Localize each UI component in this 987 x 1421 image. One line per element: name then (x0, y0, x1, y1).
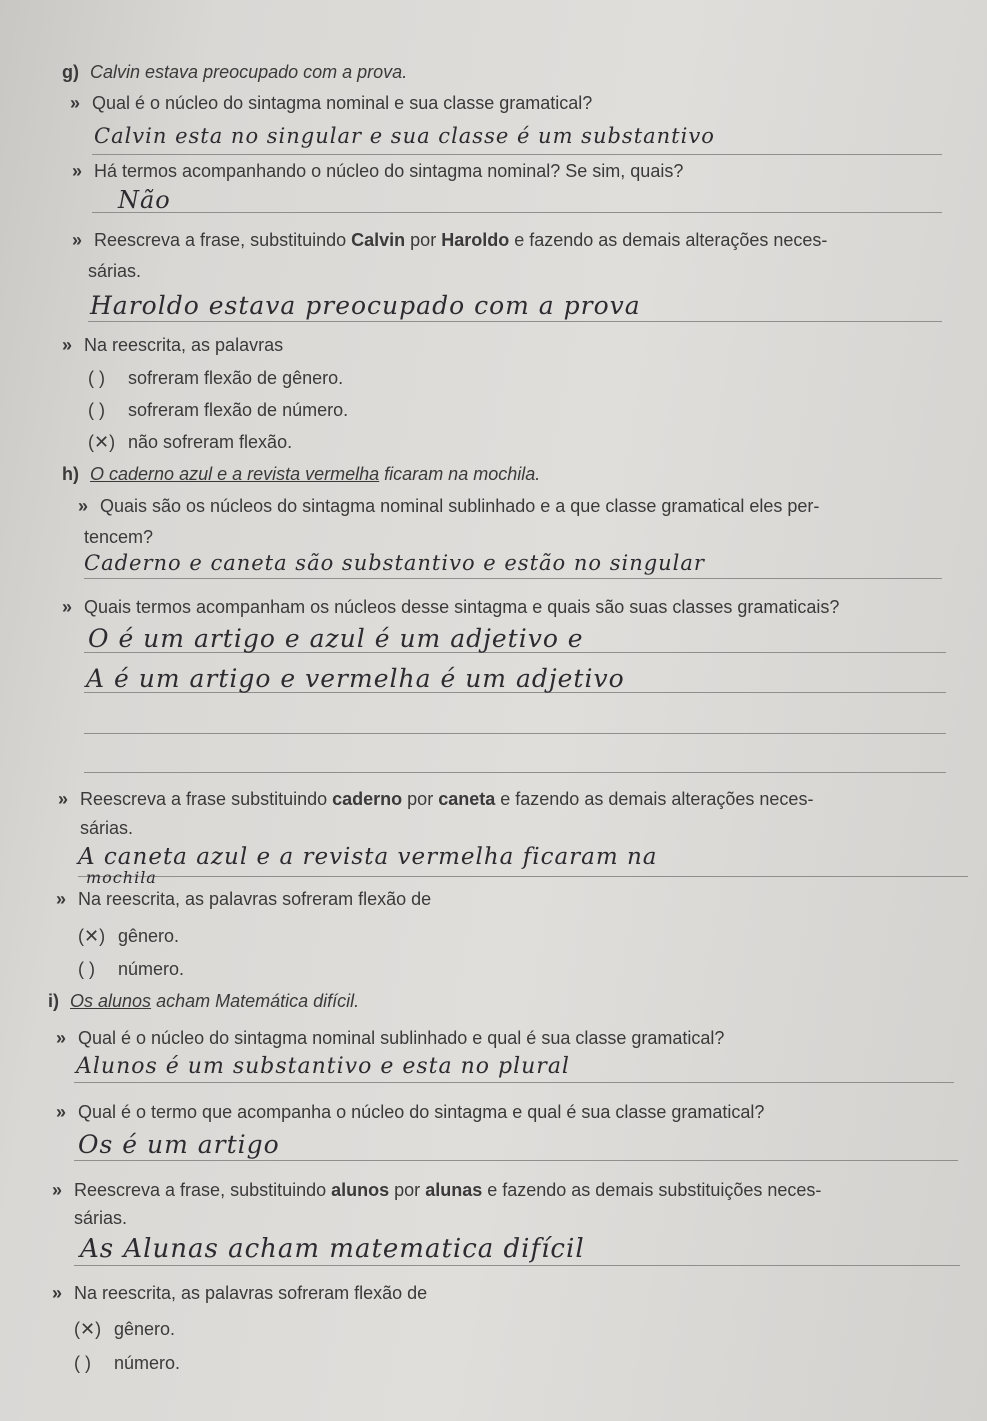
i-answer-1: Alunos é um substantivo e esta no plural (76, 1054, 570, 1079)
i-question-3-cont: sárias. (74, 1208, 128, 1228)
g-answer-3: Haroldo estava preocupado com a prova (90, 291, 641, 320)
h-option-1: (✕) gênero. (78, 926, 180, 946)
i-option-2: ( ) número. (74, 1353, 181, 1373)
checkbox-empty: ( ) (88, 368, 105, 388)
section-h-heading: h) O caderno azul e a revista vermelha ficaram na mochila. (62, 464, 541, 484)
section-i-underlined: Os alunos (70, 991, 152, 1011)
answer-line (84, 578, 942, 579)
h-answer-3: A caneta azul e a revista vermelha ficaram na (78, 844, 658, 870)
section-g-heading (62, 62, 407, 83)
h-question-2: » Quais termos acompanham os núcleos desse sintagma e quais são suas classes gramaticais? (62, 597, 840, 617)
section-i-marker: i) (48, 991, 59, 1011)
bullet-icon: » (72, 161, 83, 181)
answer-line (78, 876, 968, 877)
g-answer-1: Calvin esta no singular e sua classe é um substantivo (94, 124, 715, 148)
checkbox-marked: (✕) (74, 1319, 102, 1339)
answer-line (74, 1082, 954, 1083)
g-option-2: ( ) sofreram flexão de número. (88, 400, 349, 420)
bullet-icon: » (62, 597, 73, 617)
h-question-4: » Na reescrita, as palavras sofreram flexão de (56, 889, 432, 909)
bullet-icon: » (72, 230, 83, 250)
section-h-underlined: O caderno azul e a revista vermelha (90, 464, 380, 484)
section-h-marker: h) (62, 464, 79, 484)
h-question-1: » Quais são os núcleos do sintagma nominal sublinhado e a que classe gramatical eles per- (78, 496, 820, 516)
answer-line (74, 1160, 958, 1161)
checkbox-marked: (✕) (88, 432, 116, 452)
i-question-3: » Reescreva a frase, substituindo alunos por alunas e fazendo as demais substituições neces- (52, 1180, 822, 1200)
i-question-4: » Na reescrita, as palavras sofreram flexão de (52, 1283, 428, 1303)
i-question-1: » Qual é o núcleo do sintagma nominal sublinhado e qual é sua classe gramatical? (56, 1028, 725, 1048)
h-question-3: » Reescreva a frase substituindo caderno por caneta e fazendo as demais alterações neces- (58, 789, 814, 809)
h-option-2: ( ) número. (78, 959, 185, 979)
g-question-1: » Qual é o núcleo do sintagma nominal e sua classe gramatical? (70, 93, 593, 113)
checkbox-empty: ( ) (88, 400, 105, 420)
bullet-icon: » (56, 1102, 67, 1122)
section-g-marker: g) (62, 62, 79, 82)
h-question-1-cont: tencem? (84, 527, 154, 547)
bullet-icon: » (52, 1180, 63, 1200)
h-answer-2-line-2: A é um artigo e vermelha é um adjetivo (86, 664, 625, 693)
bullet-icon: » (56, 1028, 67, 1048)
section-i-heading: i) Os alunos acham Matemática difícil. (48, 991, 360, 1011)
i-answer-2: Os é um artigo (78, 1130, 280, 1159)
g-option-1: ( ) sofreram flexão de gênero. (88, 368, 344, 388)
h-answer-1: Caderno e caneta são substantivo e estão no singular (84, 551, 705, 575)
checkbox-empty: ( ) (78, 959, 95, 979)
h-question-3-cont: sárias. (80, 818, 134, 838)
answer-line (92, 154, 942, 155)
g-question-3-cont: sárias. (88, 261, 142, 281)
g-answer-2: Não (118, 186, 171, 214)
bullet-icon: » (70, 93, 81, 113)
i-option-1: (✕) gênero. (74, 1319, 176, 1339)
bullet-icon: » (52, 1283, 63, 1303)
g-question-2: » Há termos acompanhando o núcleo do sintagma nominal? Se sim, quais? (72, 161, 684, 181)
bullet-icon: » (58, 789, 69, 809)
answer-line (88, 321, 942, 322)
g-option-3: (✕) não sofreram flexão. (88, 432, 293, 452)
answer-line (84, 772, 946, 773)
checkbox-empty: ( ) (74, 1353, 91, 1373)
answer-line (84, 733, 946, 734)
h-answer-2-line-1: O é um artigo e azul é um adjetivo e (88, 624, 584, 653)
checkbox-marked: (✕) (78, 926, 106, 946)
h-answer-3-overflow: mochila (86, 868, 157, 887)
i-answer-3: As Alunas acham matematica difícil (80, 1234, 585, 1264)
bullet-icon: » (62, 335, 73, 355)
g-question-3: » Reescreva a frase, substituindo Calvin por Haroldo e fazendo as demais alterações neces- (72, 230, 828, 250)
bullet-icon: » (78, 496, 89, 516)
g-question-4: » Na reescrita, as palavras (62, 335, 284, 355)
answer-line (74, 1265, 960, 1266)
i-question-2: » Qual é o termo que acompanha o núcleo do sintagma e qual é sua classe gramatical? (56, 1102, 765, 1122)
answer-line (92, 212, 942, 213)
section-g-sentence: Calvin estava preocupado com a prova. (90, 62, 408, 82)
bullet-icon: » (56, 889, 67, 909)
